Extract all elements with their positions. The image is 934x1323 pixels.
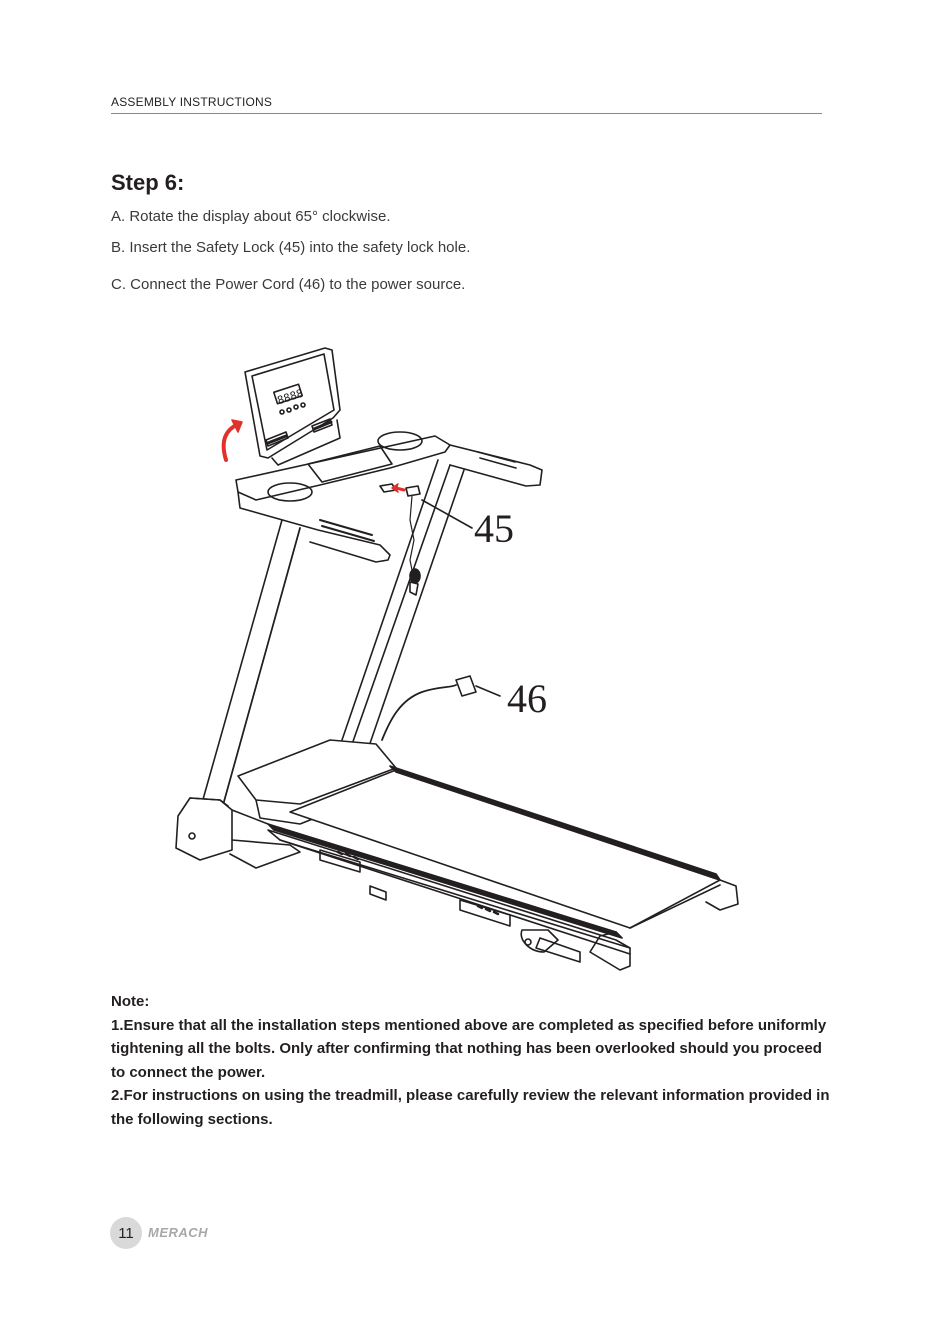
- instruction-c: C. Connect the Power Cord (46) to the power source.: [111, 276, 466, 293]
- page-number: 11: [110, 1217, 142, 1249]
- section-header: ASSEMBLY INSTRUCTIONS: [111, 95, 273, 109]
- instruction-b: B. Insert the Safety Lock (45) into the safety lock hole.: [111, 239, 471, 256]
- treadmill-diagram: [160, 340, 760, 980]
- callout-45: 45: [474, 506, 514, 551]
- header-rule: [111, 113, 822, 114]
- brand-logo: MERACH: [148, 1225, 209, 1240]
- display-console: [245, 348, 340, 465]
- instruction-a: A. Rotate the display about 65° clockwise.: [111, 208, 391, 225]
- note-item-2: 2.For instructions on using the treadmill, please carefully review the relevant information provided in the following sections.: [111, 1087, 830, 1128]
- note-section: [111, 990, 831, 1131]
- svg-text:8888: 8888: [275, 386, 305, 408]
- callout-46: 46: [507, 676, 547, 721]
- step-title: Step 6:: [111, 170, 185, 195]
- power-cord: [382, 676, 500, 740]
- note-title: Note:: [111, 993, 150, 1010]
- note-item-1: 1.Ensure that all the installation steps mentioned above are completed as specified before uniformly tightening all the bolts. Only after confirming that nothing has been overlooked should you proceed to connect the power.: [111, 1016, 827, 1081]
